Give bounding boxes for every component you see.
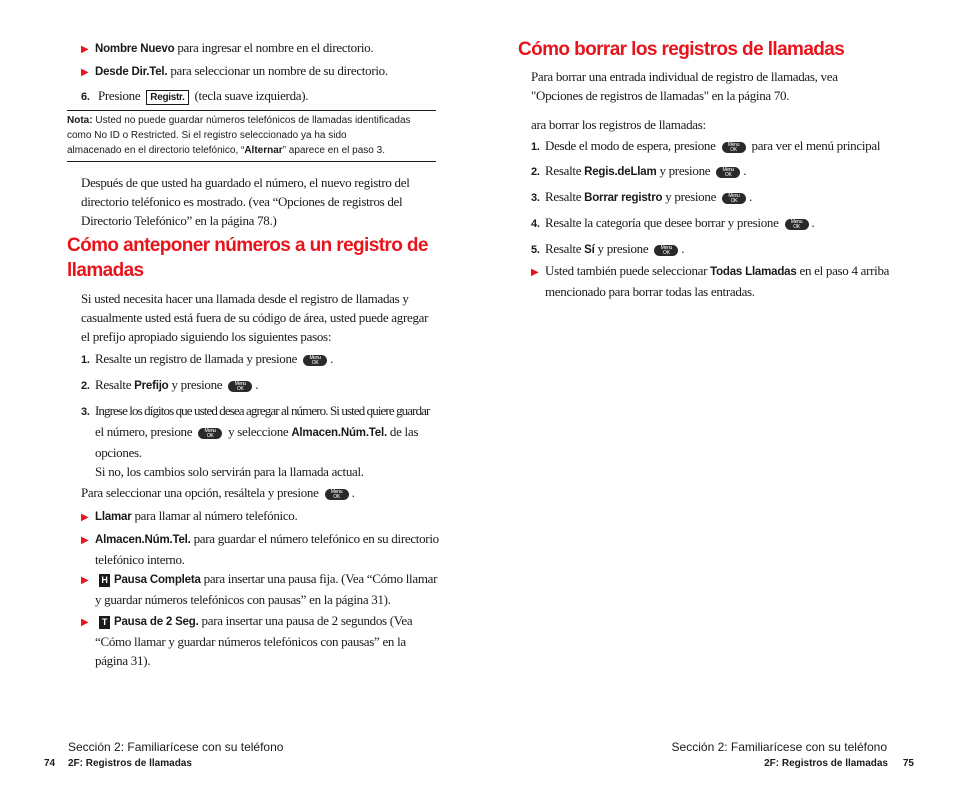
menu-ok-key-icon: Menu OK xyxy=(722,193,746,204)
borrar-step-2: 2. Resalte Regis.deLlam y presione Menu OK . xyxy=(531,163,747,178)
arrow-bullet-icon: ▶ xyxy=(81,512,89,523)
arrow-bullet-icon: ▶ xyxy=(81,67,89,78)
borrar-tip: ▶ Usted también puede seleccionar Todas Llamadas en el paso 4 arriba mencionado para borrar todas las entradas. xyxy=(531,263,890,299)
bullet-desde-dirtel: ▶ Desde Dir.Tel. para seleccionar un nombre de su directorio. xyxy=(81,61,437,82)
bullet-nombre-nuevo: ▶ Nombre Nuevo para ingresar el nombre en el directorio. xyxy=(81,38,437,59)
intro-paragraph: Después de que usted ha guardado el número, el nuevo registro del directorio teléfonico es mostrado. (vea “Opciones de registros del Directorio Telefónico” en la página 78.) xyxy=(81,175,410,228)
borrar-step-5: 5. Resalte Sí y presione Menu OK . xyxy=(531,241,685,256)
borrar-step-4: 4. Resalte la categoría que desee borrar y presione Menu OK . xyxy=(531,215,815,230)
divider xyxy=(67,110,436,111)
option-pausa-2seg: ▶ T Pausa de 2 Seg. para insertar una pausa de 2 segundos (Vea “Cómo llamar y guardar números telefónicos con pausas” en la página 31). xyxy=(81,613,413,668)
option-pausa-completa: ▶ H Pausa Completa para insertar una pausa fija. (Vea “Cómo llamar y guardar números telefónicos con pausas” en la página 31). xyxy=(81,571,438,607)
note-box: Nota: Usted no puede guardar números telefónicos de llamadas identificadas como No ID o Restricted. Si el registro seleccionado ya ha sido almacenado en el directorio telefónico, “Alternar” aparece en el paso 3. xyxy=(67,115,411,156)
menu-ok-key-icon: Menu OK xyxy=(303,355,327,366)
arrow-bullet-icon: ▶ xyxy=(81,575,89,586)
step-3: 3. Ingrese los dígitos que usted desea agregar al número. Si usted quiere guardar el número, presione Menu OK y seleccione Almacen.Núm.Tel. de las opciones. Si no, los cambios solo servirán para la llamada actual. xyxy=(81,403,430,479)
page-number-left: 74 xyxy=(44,758,56,769)
borrar-paragraph: Para borrar una entrada individual de registro de llamadas, vea "Opciones de registros de llamadas" en la página 70. ara borrar los registros de llamadas: xyxy=(531,69,838,132)
section-heading-borrar: Cómo borrar los registros de llamadas xyxy=(518,39,845,60)
divider xyxy=(67,161,436,162)
footer-section-left: Sección 2: Familiarícese con su teléfono xyxy=(68,740,284,754)
select-option-text: Para seleccionar una opción, resáltela y presione Menu OK . xyxy=(81,485,355,500)
section-heading-anteponer: Cómo anteponer números a un registro de llamadas xyxy=(67,235,428,281)
menu-ok-key-icon: Menu OK xyxy=(198,428,222,439)
menu-ok-key-icon: Menu OK xyxy=(325,489,349,500)
arrow-bullet-icon: ▶ xyxy=(81,617,89,628)
arrow-bullet-icon: ▶ xyxy=(81,535,89,546)
borrar-step-1: 1. Desde el modo de espera, presione Menu OK para ver el menú principal xyxy=(531,138,881,153)
softkey-registr: Registr. xyxy=(146,90,188,105)
menu-ok-key-icon: Menu OK xyxy=(228,381,252,392)
step-2: 2. Resalte Prefijo y presione Menu OK . xyxy=(81,377,259,392)
option-almacen: ▶ Almacen.Núm.Tel. para guardar el número telefónico en su directorio telefónico interno. xyxy=(81,531,439,567)
option-llamar: ▶ Llamar para llamar al número telefónico. xyxy=(81,506,437,527)
page-number-right: 75 xyxy=(902,758,914,769)
step-6: 6. Presione Registr. (tecla suave izquierda). xyxy=(81,88,309,103)
arrow-bullet-icon: ▶ xyxy=(531,267,539,278)
step-1: 1. Resalte un registro de llamada y presione Menu OK . xyxy=(81,351,334,366)
anteponer-paragraph: Si usted necesita hacer una llamada desde el registro de llamadas y casualmente usted está fuera de su código de área, usted puede agregar el prefijo apropiado siguiendo los siguientes pasos: xyxy=(81,291,429,344)
borrar-step-3: 3. Resalte Borrar registro y presione Menu OK . xyxy=(531,189,752,204)
hard-pause-icon: H xyxy=(99,574,110,587)
menu-ok-key-icon: Menu OK xyxy=(722,142,746,153)
timed-pause-icon: T xyxy=(99,616,110,629)
menu-ok-key-icon: Menu OK xyxy=(716,167,740,178)
footer-chapter-left: 2F: Registros de llamadas xyxy=(68,758,192,769)
menu-ok-key-icon: Menu OK xyxy=(654,245,678,256)
menu-ok-key-icon: Menu OK xyxy=(785,219,809,230)
arrow-bullet-icon: ▶ xyxy=(81,44,89,55)
footer-chapter-right: 2F: Registros de llamadas xyxy=(764,758,888,769)
footer-section-right: Sección 2: Familiarícese con su teléfono xyxy=(671,740,887,754)
